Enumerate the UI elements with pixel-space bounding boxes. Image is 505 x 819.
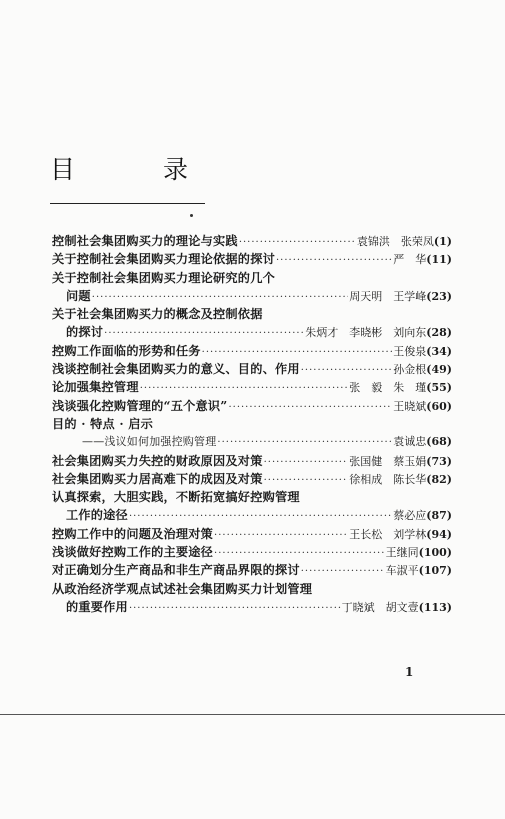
dot-leader: [92, 289, 349, 305]
toc-entry-title: 目的 · 特点 · 启示: [52, 416, 153, 431]
toc-entry-title: 认真探索，大胆实践，不断拓宽搞好控购管理: [52, 490, 300, 505]
dot-leader: [239, 234, 356, 250]
toc-entry-page: (28): [426, 326, 452, 340]
toc-entry-authors: 袁诚忠: [393, 435, 427, 449]
toc-entry[interactable]: [52, 433, 452, 451]
toc-entry-page: (100): [418, 546, 452, 560]
toc-entry[interactable]: [52, 342, 452, 360]
dot-leader: [104, 325, 304, 341]
toc-entry-title: 关于社会集团购买力的概念及控制依据: [52, 307, 263, 322]
dot-leader: [202, 344, 393, 360]
dot-leader: [264, 454, 349, 470]
toc-entry[interactable]: [52, 232, 452, 250]
toc-entry-title: 关于控制社会集团购买力理论研究的几个: [52, 270, 275, 285]
toc-entry-subtitle: ——浅议如何加强控购管理: [82, 435, 217, 449]
toc-entry-title: 工作的途径: [66, 508, 128, 523]
toc-entry-title: 问题: [66, 288, 91, 303]
toc-entry-page: (49): [426, 363, 452, 377]
dot-leader: [301, 362, 393, 378]
toc-entry-title: 浅谈控制社会集团购买力的意义、目的、作用: [52, 362, 300, 377]
toc-entry-authors: 王俊泉: [393, 344, 427, 358]
toc-entry-authors: 王长松 刘学林: [349, 527, 427, 541]
toc-entry[interactable]: [52, 305, 452, 323]
toc-entry[interactable]: [52, 269, 452, 287]
toc-entry[interactable]: [52, 525, 452, 543]
toc-entry-title: 浅谈强化控购管理的“五个意识”: [52, 398, 228, 413]
toc-entry-page: (60): [426, 399, 452, 413]
toc-entry-title: 社会集团购买力失控的财政原因及对策: [52, 453, 263, 468]
toc-entry-title: 的探讨: [66, 325, 104, 340]
toc-entry[interactable]: [52, 488, 452, 506]
dot-leader: [214, 527, 348, 543]
toc-entry-page: (82): [426, 472, 452, 486]
toc-entry-authors: 朱炳才 李晓彬 刘向东: [305, 326, 427, 340]
toc-entry-title: 社会集团购买力居高难下的成因及对策: [52, 471, 263, 486]
toc-entry-title: 从政治经济学观点试述社会集团购买力计划管理: [52, 581, 313, 596]
toc-entry-title: 的重要作用: [66, 599, 128, 614]
dot-leader: [140, 380, 349, 396]
toc-entry-title: 控购工作面临的形势和任务: [52, 343, 201, 358]
toc-entry-authors: 孙金根: [393, 363, 427, 377]
dot-leader: [264, 472, 349, 488]
toc-entry-page: (73): [426, 454, 452, 468]
print-speck: [190, 214, 193, 217]
toc-entry-title: 控购工作中的问题及治理对策: [52, 526, 214, 541]
toc-entry-authors: 严 华: [393, 253, 427, 267]
toc-entry[interactable]: [52, 323, 452, 341]
toc-entry[interactable]: [52, 470, 452, 488]
toc-entry[interactable]: [52, 378, 452, 396]
toc-entry-authors: 张 毅 朱 瑾: [349, 381, 427, 395]
toc-entry[interactable]: [52, 506, 452, 524]
page-number: 1: [405, 665, 414, 679]
dot-leader: [301, 563, 385, 579]
dot-leader: [214, 545, 385, 561]
page-title: 目 录: [50, 155, 228, 184]
toc-entry[interactable]: [52, 287, 452, 305]
toc-entry-page: (23): [426, 289, 452, 303]
toc-entry-authors: 丁晓斌 胡文壹: [341, 600, 419, 614]
toc-entry[interactable]: [52, 561, 452, 579]
toc-entry[interactable]: [52, 598, 452, 616]
toc-entry-authors: 车淑平: [385, 564, 419, 578]
dot-leader: [228, 399, 392, 415]
toc-entry-page: (87): [426, 509, 452, 523]
toc-entry-authors: 蔡必应: [393, 509, 427, 523]
toc-entry[interactable]: [52, 415, 452, 433]
toc-entry-title: 论加强集控管理: [52, 380, 139, 395]
table-of-contents: [52, 232, 452, 616]
toc-entry-page: (107): [418, 564, 452, 578]
toc-entry-authors: 王晓斌: [393, 399, 427, 413]
toc-entry-authors: 袁锦洪 张荣凤: [356, 235, 434, 248]
dot-leader: [129, 508, 392, 524]
toc-entry[interactable]: [52, 543, 452, 561]
dot-leader: [129, 600, 341, 616]
toc-entry[interactable]: [52, 397, 452, 415]
title-underline: [50, 203, 205, 204]
toc-entry-page: (55): [426, 381, 452, 395]
toc-entry-page: (68): [426, 435, 452, 449]
toc-entry-page: (113): [418, 600, 452, 614]
toc-entry[interactable]: [52, 452, 452, 470]
toc-entry[interactable]: [52, 360, 452, 378]
toc-entry-authors: 王继同: [385, 546, 419, 560]
toc-entry[interactable]: [52, 250, 452, 268]
dot-leader: [217, 434, 392, 451]
toc-entry-page: (1): [433, 235, 452, 248]
toc-entry-page: (94): [426, 527, 452, 541]
toc-entry-title: 控制社会集团购买力的理论与实践: [52, 234, 238, 248]
toc-entry-title: 对正确划分生产商品和非生产商品界限的探讨: [52, 563, 300, 578]
toc-entry-title: 关于控制社会集团购买力理论依据的探讨: [52, 252, 275, 267]
toc-entry-title: 浅谈做好控购工作的主要途径: [52, 545, 214, 560]
bottom-rule: [0, 714, 505, 715]
toc-entry-authors: 徐相成 陈长华: [349, 472, 427, 486]
toc-entry-page: (11): [426, 253, 452, 267]
dot-leader: [276, 252, 392, 268]
toc-entry-authors: 周天明 王学峰: [349, 289, 427, 303]
toc-entry[interactable]: [52, 580, 452, 598]
toc-entry-authors: 张国健 蔡玉娟: [349, 454, 427, 468]
toc-entry-page: (34): [426, 344, 452, 358]
